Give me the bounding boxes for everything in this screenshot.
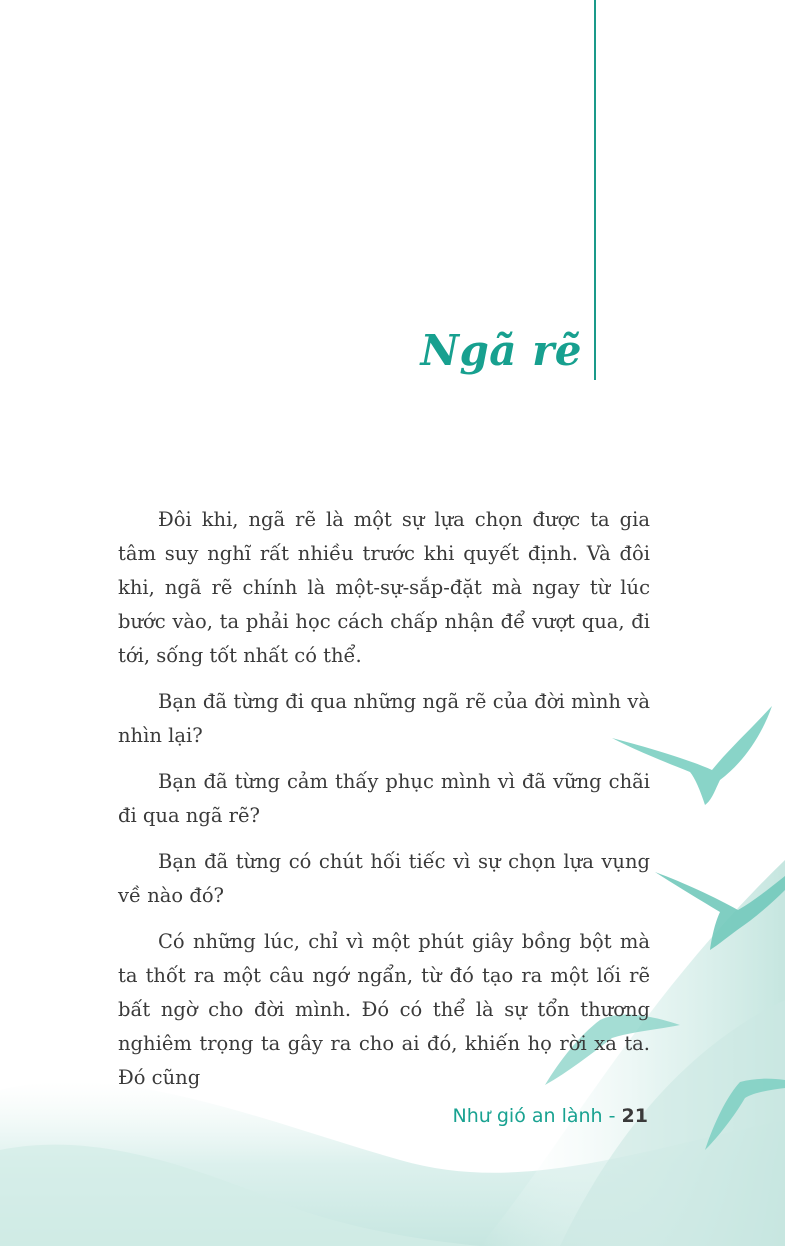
chapter-title: Ngã rẽ [420,326,582,375]
paragraph: Bạn đã từng đi qua những ngã rẽ của đời mình và nhìn lại? [118,690,650,747]
paragraph: Bạn đã từng cảm thấy phục mình vì đã vững chãi đi qua ngã rẽ? [118,770,650,827]
body-text [118,503,650,1107]
paragraph: Bạn đã từng có chút hối tiếc vì sự chọn lựa vụng về nào đó? [118,850,650,907]
paragraph: Đôi khi, ngã rẽ là một sự lựa chọn được ta gia tâm suy nghĩ rất nhiều trước khi quyết định. Và đôi khi, ngã rẽ chính là một-sự-sắp-đặt mà ngay từ lúc bước vào, ta phải học cách chấp nhận để vượt qua, đi tới, sống tốt nhất có thể. [118,508,650,667]
vertical-rule [594,0,596,380]
page-footer [380,1105,648,1127]
paragraph: Có những lúc, chỉ vì một phút giây bồng bột mà ta thốt ra một câu ngớ ngẩn, từ đó tạo ra một lối rẽ bất ngờ cho đời mình. Đó có thể là sự tổn thương nghiêm trọng ta gây ra cho ai đó, khiến họ rời xa ta. Đó cũng [118,930,650,1089]
page-number: 21 [621,1105,648,1127]
book-title: Như gió an lành - [452,1105,622,1127]
